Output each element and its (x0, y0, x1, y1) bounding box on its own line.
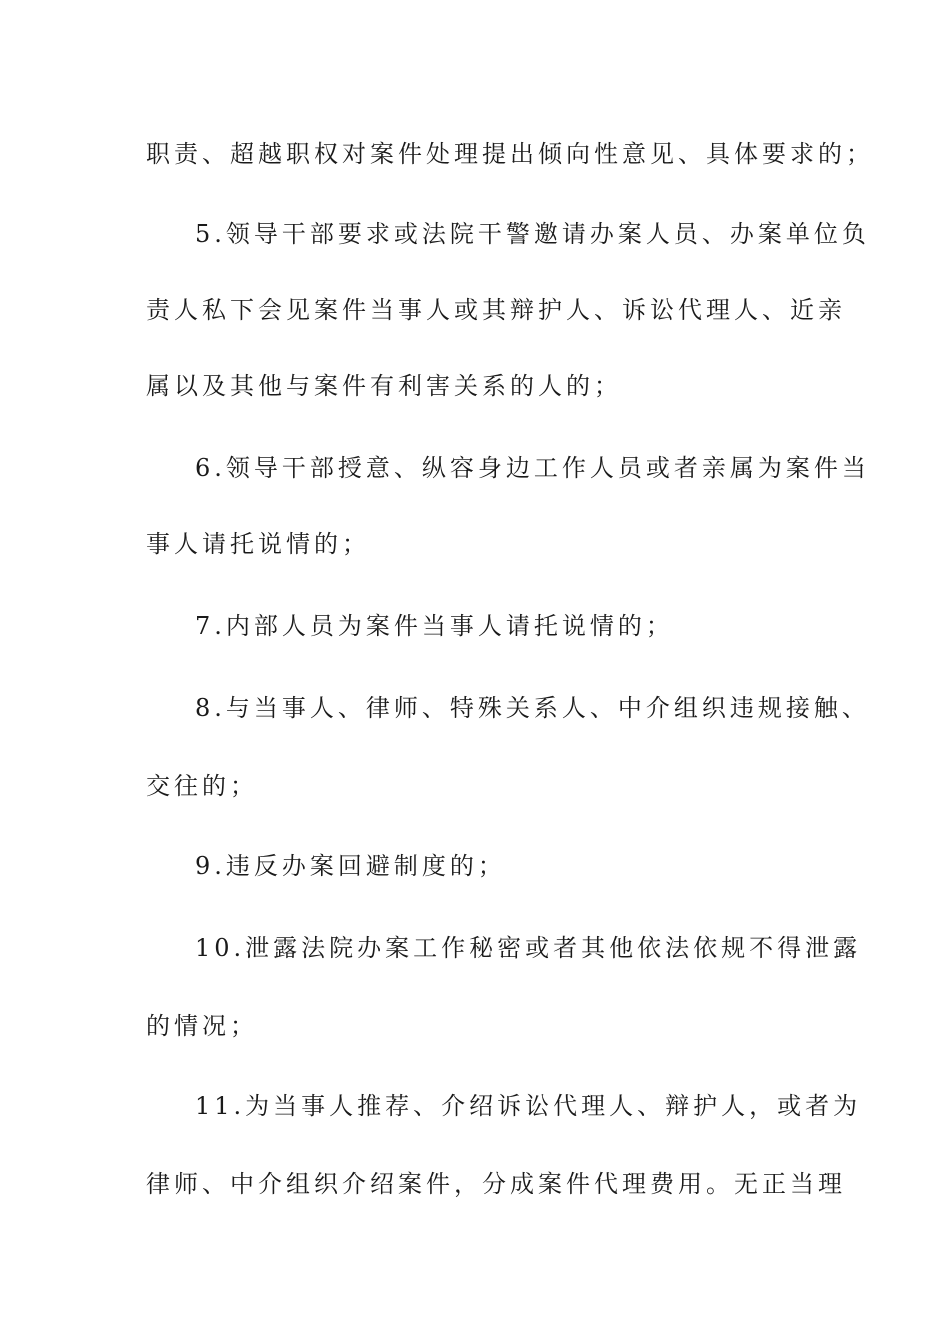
paragraph-line-item-5: 5.领导干部要求或法院干警邀请办案人员、办案单位负 (195, 220, 870, 248)
paragraph-line: 律师、中介组织介绍案件，分成案件代理费用。无正当理 (146, 1170, 846, 1198)
paragraph-line-item-9: 9.违反办案回避制度的； (195, 852, 506, 880)
paragraph-line: 交往的； (146, 772, 258, 800)
paragraph-line-item-6: 6.领导干部授意、纵容身边工作人员或者亲属为案件当 (195, 454, 870, 482)
paragraph-line: 事人请托说情的； (146, 530, 370, 558)
paragraph-line-item-8: 8.与当事人、律师、特殊关系人、中介组织违规接触、 (195, 694, 870, 722)
paragraph-line-item-7: 7.内部人员为案件当事人请托说情的； (195, 612, 674, 640)
paragraph-line: 的情况； (146, 1012, 258, 1040)
paragraph-line-item-10: 10.泄露法院办案工作秘密或者其他依法依规不得泄露 (195, 934, 862, 962)
paragraph-line: 属以及其他与案件有利害关系的人的； (146, 372, 622, 400)
paragraph-line: 职责、超越职权对案件处理提出倾向性意见、具体要求的； (146, 140, 874, 168)
paragraph-line-item-11: 11.为当事人推荐、介绍诉讼代理人、辩护人，或者为 (195, 1092, 862, 1120)
paragraph-line: 责人私下会见案件当事人或其辩护人、诉讼代理人、近亲 (146, 296, 846, 324)
